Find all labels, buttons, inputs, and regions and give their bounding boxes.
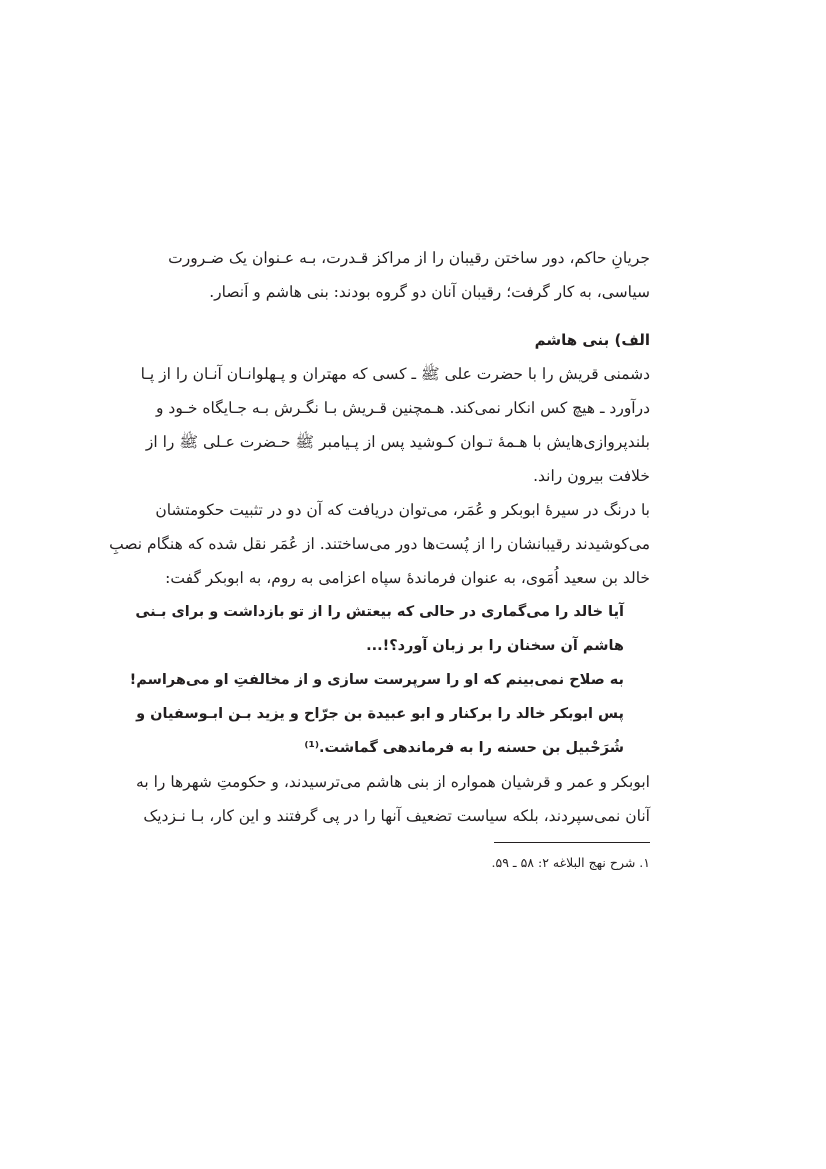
quotation-block: [129, 595, 624, 765]
intro-line-2: سیاسی، به کار گرفت؛ رقیبان آنان دو گروه بودند: بنی هاشم و اَنصار.: [209, 283, 650, 301]
paragraph-2: [109, 493, 650, 595]
quote-line-2: هاشم آن سخنان را بر زبان آورد؟!...: [366, 638, 624, 654]
quote-line-4: پس ابوبکر خالد را برکنار و ابو عبیدة بن جرّاح و یزید بـن ابـوسفیان و: [136, 706, 624, 722]
paragraph-2-line-2: می‌کوشیدند رقیبانشان را از پُست‌ها دور می‌ساختند. از عُمَر نقل شده که هنگام نصبِ: [109, 535, 650, 553]
footnote: ۱. شرح نهج البلاغه ۲: ۵۸ ـ ۵۹.: [491, 855, 650, 870]
paragraph-3: [136, 765, 650, 833]
footnote-divider: [494, 842, 650, 843]
quote-line-1: آیا خالد را می‌گماری در حالی که بیعتش را از تو بازداشت و برای بـنی: [135, 604, 624, 620]
paragraph-1-line-1: دشمنی قریش را با حضرت علی ﷺ ـ کسی که مهتران و پـهلوانـان آنـان را از پـا: [140, 365, 650, 383]
intro-paragraph: [168, 241, 650, 309]
quote-line-5: شُرَحْبیل بن حسنه را به فرماندهی گماشت.⁽¹⁾: [304, 740, 624, 756]
paragraph-3-line-1: ابوبکر و عمر و قرشیان همواره از بنی هاشم می‌ترسیدند، و حکومتِ شهرها را به: [136, 773, 650, 791]
section-heading: الف) بنی هاشم: [534, 331, 650, 349]
paragraph-1-line-3: بلندپروازی‌هایش با هـمهٔ تـوان کـوشید پس از پـیامبر ﷺ حـضرت عـلی ﷺ را از: [145, 433, 650, 451]
intro-line-1: جریانِ حاکم، دور ساختن رقیبان را از مراکز قـدرت، بـه عـنوان یک ضـرورت: [168, 249, 650, 267]
paragraph-1-line-2: درآورد ـ هیچ کس انکار نمی‌کند. هـمچنین قـریش بـا نگـرش بـه جـایگاه خـود و: [156, 399, 650, 417]
paragraph-2-line-1: با درنگ در سیرهٔ ابوبکر و عُمَر، می‌توان دریافت که آن دو در تثبیت حکومتشان: [155, 501, 650, 519]
quote-line-3: به صلاح نمی‌بینم که او را سرپرست سازی و از مخالفتِ او می‌هراسم!: [129, 672, 624, 688]
paragraph-2-line-3: خالد بن سعید اُمَوی، به عنوان فرماندهٔ سپاه اعزامی به روم، به ابوبکر گفت:: [165, 569, 650, 587]
paragraph-1-line-4: خلافت بیرون راند.: [533, 467, 650, 485]
paragraph-3-line-2: آنان نمی‌سپردند، بلکه سیاست تضعیف آنها را در پی گرفتند و این کار، بـا نـزدیک: [143, 807, 650, 825]
paragraph-1: [140, 357, 650, 493]
